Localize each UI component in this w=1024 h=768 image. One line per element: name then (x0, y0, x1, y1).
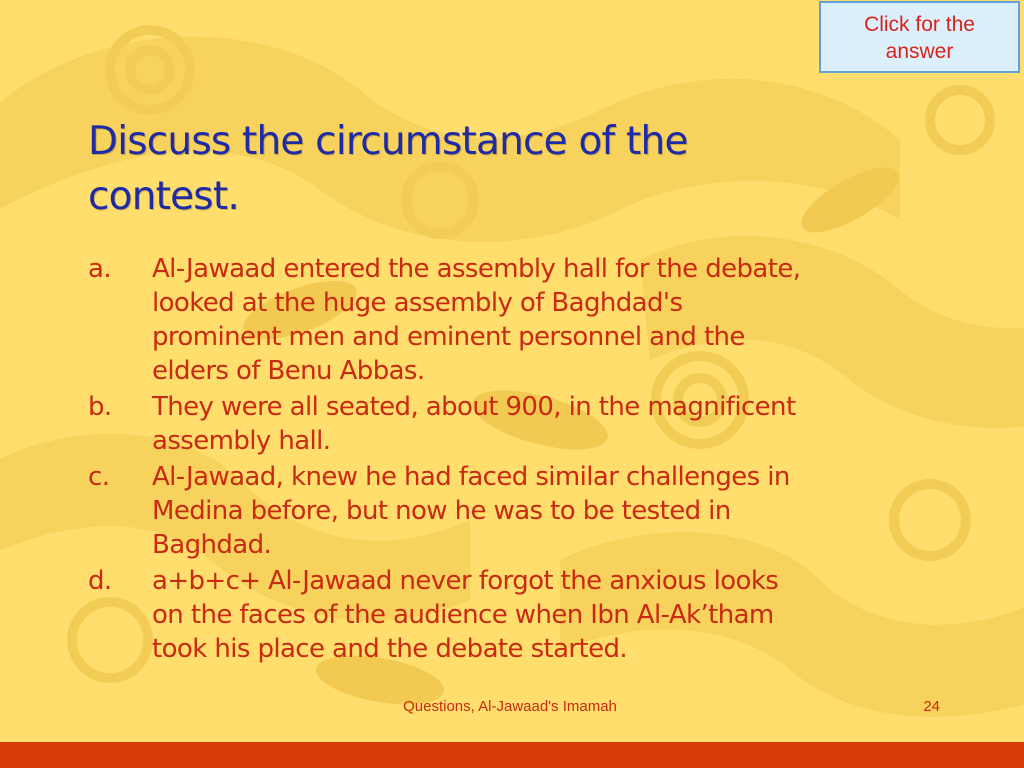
list-item-line: They were all seated, about 900, in the magnificent (152, 392, 796, 422)
list-marker: b. (88, 392, 112, 422)
list-item-line: assembly hall. (152, 426, 331, 456)
footer-title: Questions, Al-Jawaad's Imamah (403, 698, 617, 715)
list-item-line: prominent men and eminent personnel and the (152, 322, 745, 352)
list-item-line: took his place and the debate started. (152, 634, 628, 664)
list-item-b (88, 390, 968, 458)
answer-button-line-2: answer (885, 40, 954, 63)
list-marker: d. (88, 566, 112, 596)
slide-title-line-2: contest. (88, 174, 239, 219)
list-item-line: Al-Jawaad entered the assembly hall for the debate, (152, 254, 801, 284)
slide-title (88, 114, 808, 224)
list-item-line: Al-Jawaad, knew he had faced similar challenges in (152, 462, 790, 492)
list-marker: c. (88, 462, 110, 492)
answer-button-line-1: Click for the (864, 13, 975, 36)
list-item-line: a+b+c+ Al-Jawaad never forgot the anxious looks (152, 566, 779, 596)
page-number: 24 (923, 698, 940, 715)
bottom-accent-bar (0, 742, 1024, 768)
list-item-a (88, 252, 968, 388)
list-item-line: Baghdad. (152, 530, 272, 560)
list-item-d (88, 564, 968, 666)
list-item-line: looked at the huge assembly of Baghdad's (152, 288, 683, 318)
list-item-line: on the faces of the audience when Ibn Al-Ak’tham (152, 600, 774, 630)
list-item-c (88, 460, 968, 562)
slide-title-line-1: Discuss the circumstance of the (88, 119, 688, 164)
list-item-line: elders of Benu Abbas. (152, 356, 425, 386)
question-answer-list (88, 252, 968, 668)
click-for-answer-button[interactable] (819, 1, 1020, 73)
list-marker: a. (88, 254, 111, 284)
list-item-line: Medina before, but now he was to be tested in (152, 496, 731, 526)
